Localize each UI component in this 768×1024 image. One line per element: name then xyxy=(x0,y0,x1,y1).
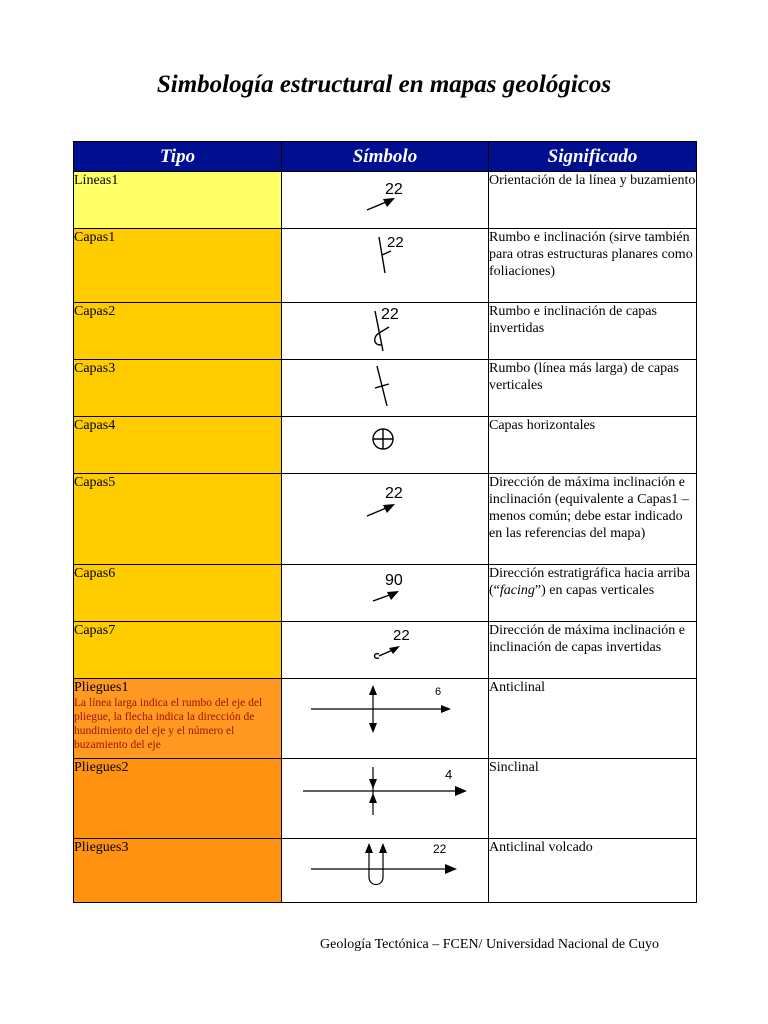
significado-text: Dirección estratigráfica hacia arriba (“ xyxy=(489,566,690,598)
symbol-value: 22 xyxy=(381,306,399,323)
strike-dip-icon xyxy=(325,229,445,289)
tipo-label: Capas6 xyxy=(74,566,116,581)
tipo-label: Capas4 xyxy=(74,418,116,433)
significado-text: Anticlinal xyxy=(489,680,545,695)
tipo-label: Capas7 xyxy=(74,623,116,638)
significado-emphasis: facing xyxy=(499,583,535,598)
table-row xyxy=(74,565,697,622)
tipo-cell xyxy=(74,839,282,903)
table-row xyxy=(74,839,697,903)
symbol-cell xyxy=(282,303,489,360)
significado-cell xyxy=(489,229,697,303)
horizontal-bed-icon xyxy=(325,417,445,457)
significado-text: Dirección de máxima inclinación e inclinación (equivalente a Capas1 – menos común; debe estar indicado en las referencias del mapa) xyxy=(489,475,689,541)
symbol-value: 90 xyxy=(385,572,403,589)
table-row xyxy=(74,229,697,303)
significado-cell xyxy=(489,474,697,565)
significado-cell xyxy=(489,679,697,759)
significado-text: Anticlinal volcado xyxy=(489,840,593,855)
significado-text: Rumbo e inclinación de capas invertidas xyxy=(489,304,657,336)
symbol-cell xyxy=(282,622,489,679)
table-row xyxy=(74,679,697,759)
significado-text: Capas horizontales xyxy=(489,418,596,433)
header-significado: Significado xyxy=(489,142,697,172)
tipo-cell xyxy=(74,229,282,303)
symbol-value: 22 xyxy=(385,485,403,502)
table-header-row xyxy=(74,142,697,172)
tipo-cell xyxy=(74,622,282,679)
tipo-cell xyxy=(74,565,282,622)
symbol-cell xyxy=(282,759,489,839)
tipo-cell xyxy=(74,172,282,229)
footer-credit: Geología Tectónica – FCEN/ Universidad Nacional de Cuyo xyxy=(320,937,659,952)
overturned-dip-arrow-icon xyxy=(325,622,445,672)
significado-text: Sinclinal xyxy=(489,760,539,775)
tipo-label: Pliegues3 xyxy=(74,840,129,855)
table-row xyxy=(74,474,697,565)
symbol-cell xyxy=(282,172,489,229)
header-tipo: Tipo xyxy=(74,142,282,172)
symbol-table xyxy=(73,141,697,903)
vertical-bed-icon xyxy=(325,360,445,410)
table-row xyxy=(74,759,697,839)
symbol-cell xyxy=(282,679,489,759)
syncline-icon xyxy=(295,759,475,823)
symbol-value: 22 xyxy=(393,627,410,644)
significado-cell xyxy=(489,759,697,839)
table-row xyxy=(74,172,697,229)
tipo-cell xyxy=(74,474,282,565)
tipo-label: Capas5 xyxy=(74,475,116,490)
symbol-value: 22 xyxy=(385,181,403,198)
tipo-label: Capas1 xyxy=(74,230,116,245)
significado-cell xyxy=(489,360,697,417)
tipo-label: Pliegues2 xyxy=(74,760,129,775)
significado-cell xyxy=(489,622,697,679)
tipo-label: Capas3 xyxy=(74,361,116,376)
symbol-value: 4 xyxy=(445,767,453,782)
symbol-cell xyxy=(282,474,489,565)
tipo-cell xyxy=(74,303,282,360)
significado-cell xyxy=(489,565,697,622)
symbol-cell xyxy=(282,839,489,903)
tipo-label: Pliegues1 xyxy=(74,680,129,695)
tipo-note: La línea larga indica el rumbo del eje del pliegue, la flecha indica la dirección de hundimiento del eje y el número el buzamiento del eje xyxy=(74,697,263,751)
tipo-cell xyxy=(74,679,282,759)
symbol-cell xyxy=(282,229,489,303)
tipo-label: Líneas1 xyxy=(74,173,119,188)
symbol-cell xyxy=(282,417,489,474)
significado-cell xyxy=(489,303,697,360)
overturned-anticline-icon xyxy=(305,839,465,895)
significado-cell xyxy=(489,172,697,229)
significado-text: ”) en capas verticales xyxy=(534,583,655,598)
significado-text: Rumbo (línea más larga) de capas verticales xyxy=(489,361,679,393)
symbol-value: 22 xyxy=(387,234,404,251)
tipo-label: Capas2 xyxy=(74,304,116,319)
table-row xyxy=(74,622,697,679)
table-row xyxy=(74,360,697,417)
overturned-bed-icon xyxy=(325,303,445,355)
anticline-icon xyxy=(305,679,465,739)
significado-text: Dirección de máxima inclinación e inclinación de capas invertidas xyxy=(489,623,685,655)
table-row xyxy=(74,303,697,360)
tipo-cell xyxy=(74,759,282,839)
significado-text: Rumbo e inclinación (sirve también para otras estructuras planares como foliaciones) xyxy=(489,230,693,279)
facing-arrow-icon xyxy=(325,565,445,615)
significado-cell xyxy=(489,839,697,903)
tipo-cell xyxy=(74,417,282,474)
significado-cell xyxy=(489,417,697,474)
symbol-value: 22 xyxy=(433,842,447,856)
significado-text: Orientación de la línea y buzamiento xyxy=(489,173,696,188)
header-simbolo: Símbolo xyxy=(282,142,489,172)
page-title: Simbología estructural en mapas geológicos xyxy=(156,71,612,98)
table-row xyxy=(74,417,697,474)
lineation-arrow-icon xyxy=(325,172,445,222)
symbol-value: 6 xyxy=(435,686,442,698)
tipo-cell xyxy=(74,360,282,417)
symbol-cell xyxy=(282,360,489,417)
dip-direction-arrow-icon xyxy=(325,478,445,528)
symbol-cell xyxy=(282,565,489,622)
